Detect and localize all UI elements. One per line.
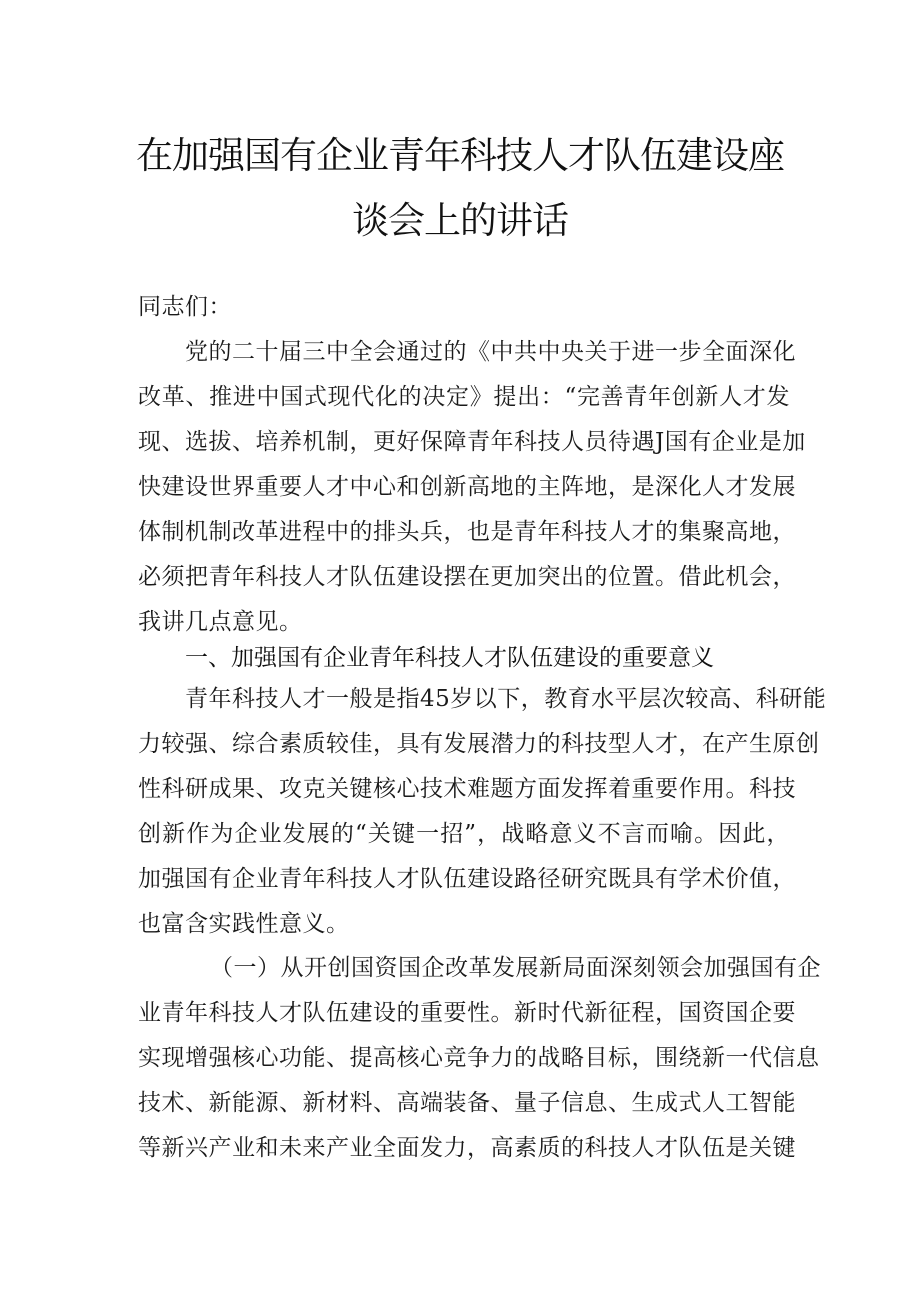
paragraph-3-line-5: 等新兴产业和未来产业全面发力，高素质的科技人才队伍是关键 xyxy=(138,1135,796,1161)
paragraph-1-line-3: 现、选拔、培养机制，更好保障青年科技人员待遇J国有企业是加 xyxy=(138,429,806,455)
paragraph-2-line-4: 创新作为企业发展的“关键一招”，战略意义不言而喻。因此， xyxy=(138,821,790,847)
paragraph-2-line-3: 性科研成果、攻克关键核心技术难题方面发挥着重要作用。科技 xyxy=(138,776,796,802)
paragraph-1-line-6: 必须把青年科技人才队伍建设摆在更加突出的位置。借此机会， xyxy=(138,564,796,590)
document-title-line-2: 谈会上的讲话 xyxy=(352,199,568,242)
paragraph-3-line-2: 业青年科技人才队伍建设的重要性。新时代新征程，国资国企要 xyxy=(138,1000,796,1026)
document-title-line-1: 在加强国有企业青年科技人才队伍建设座 xyxy=(136,134,784,177)
paragraph-2-line-5: 加强国有企业青年科技人才队伍建设路径研究既具有学术价值， xyxy=(138,866,796,892)
paragraph-1-line-1: 党的二十届三中全会通过的《中共中央关于进一步全面深化 xyxy=(185,339,796,365)
paragraph-1-line-5: 体制机制改革进程中的排头兵，也是青年科技人才的集聚高地， xyxy=(138,519,796,545)
salutation: 同志们： xyxy=(138,294,232,320)
paragraph-1-line-2: 改革、推进中国式现代化的决定》提出：“完善青年创新人才发 xyxy=(138,384,790,410)
section-1-heading: 一、加强国有企业青年科技人才队伍建设的重要意义 xyxy=(185,645,714,671)
paragraph-3-line-3: 实现增强核心功能、提高核心竞争力的战略目标，围绕新一代信息 xyxy=(138,1045,820,1071)
paragraph-3-line-1: （一）从开创国资国企改革发展新局面深刻领会加强国有企 xyxy=(210,955,821,981)
paragraph-3-line-4: 技术、新能源、新材料、高端装备、量子信息、生成式人工智能 xyxy=(138,1090,796,1116)
paragraph-2-line-2: 力较强、综合素质较佳，具有发展潜力的科技型人才，在产生原创 xyxy=(138,731,820,757)
paragraph-2-line-1: 青年科技人才一般是指45岁以下，教育水平层次较高、科研能 xyxy=(185,686,827,712)
paragraph-1-line-4: 快建设世界重要人才中心和创新高地的主阵地，是深化人才发展 xyxy=(138,474,796,500)
paragraph-2-line-6: 也富含实践性意义。 xyxy=(138,911,350,937)
paragraph-1-line-7: 我讲几点意见。 xyxy=(138,609,303,635)
